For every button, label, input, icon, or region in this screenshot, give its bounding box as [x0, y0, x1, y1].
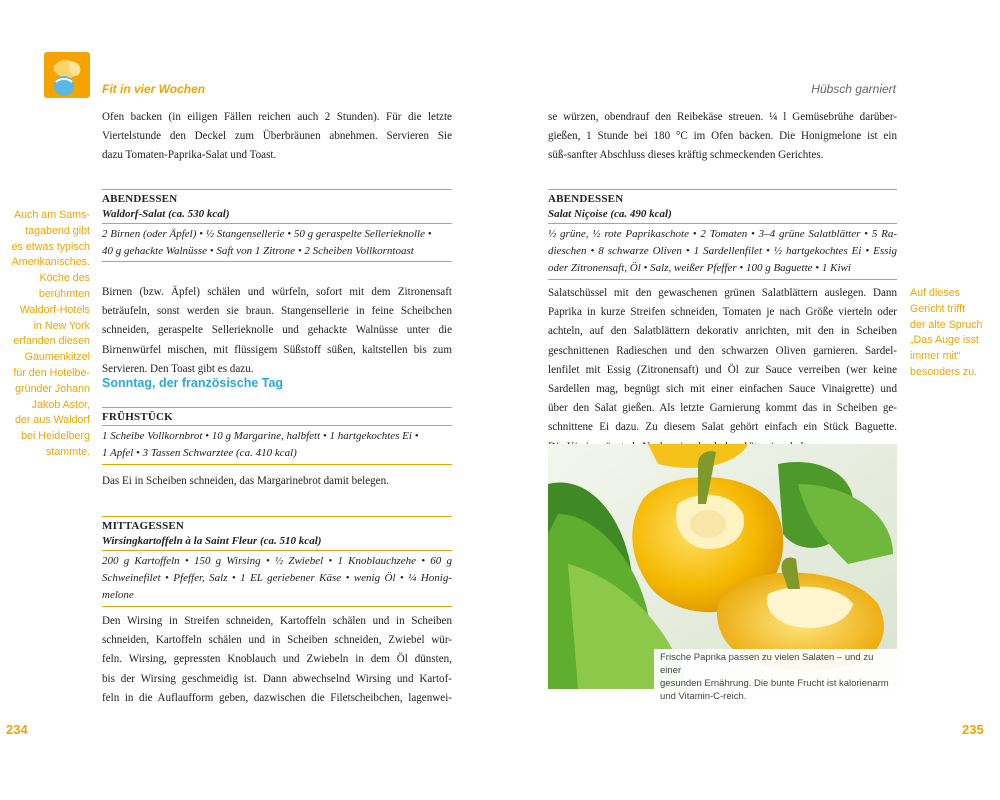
text-line: feln. Wirsing, gepressten Knoblauch und Zwiebeln in dem Öl dünsten, [102, 653, 452, 666]
caption-line: und Vitamin-C-reich. [660, 691, 747, 702]
dinner-instructions-left [102, 283, 452, 379]
text-line: schneiden, Kartoffeln schälen und in Scheiben schneiden, Zwiebel wür- [102, 634, 452, 647]
ingredient-line: oder Zitronensaft, Öl • Salz, weißer Pfeffer • 100 g Baguette • 1 Kiwi [548, 262, 851, 275]
text-line: bis der Wirsing geschmeidig ist. Dann abwechselnd Wirsing und Kartof- [102, 672, 452, 685]
caption-line: Frische Paprika passen zu vielen Salaten – und zu einer [660, 652, 874, 676]
text-line: lenfilet mit Essig (Zitronensaft) und Öl zur Sauce verreiben (wer keine [548, 363, 897, 376]
note-line: tagabend gibt [25, 224, 90, 237]
text-line: Das Ei in Scheiben schneiden, das Margarinebrot damit belegen. [102, 475, 389, 487]
note-line: für den Hotelbe- [13, 366, 90, 379]
text-line: dazu Tomaten-Paprika-Salat und Toast. [102, 149, 277, 162]
note-line: Gaumenkitzel [24, 351, 90, 364]
running-head-right: Hübsch garniert [811, 82, 896, 96]
note-line: Auch am Sams- [13, 209, 90, 221]
text-line: über den Salat gießen. Als letzte Garnierung kommt das in Scheiben ge- [548, 402, 897, 415]
note-line: besonders zu. [910, 365, 978, 378]
text-line: gießen, 1 Stunde bei 180 °C im Ofen backen. Die Honigmelone ist ein [548, 130, 897, 143]
ingredient-line: 1 Apfel • 3 Tassen Schwarztee (ca. 410 kcal) [102, 447, 297, 460]
section-heading: MITTAGESSEN [102, 520, 185, 532]
note-line: der alte Spruch [910, 318, 983, 331]
margin-note-left [6, 208, 90, 461]
ingredient-line: 40 g gehackte Walnüsse • Saft von 1 Zitrone • 2 Scheiben Vollkorntoast [102, 245, 414, 258]
caption-line: gesunden Ernährung. Die bunte Frucht ist kalorienarm [660, 678, 889, 689]
section-heading: ABENDESSEN [102, 193, 178, 205]
text-line: feln in die Auflaufform geben, dazwischen die Filetscheibchen, lagenwei- [102, 691, 452, 704]
note-line: Jakob Astor, [31, 398, 90, 411]
ingredient-list [102, 224, 452, 262]
ingredient-line: melone [102, 589, 134, 602]
ingredient-line: 1 Scheibe Vollkornbrot • 10 g Margarine, halbfett • 1 hartgekochtes Ei • [102, 430, 419, 442]
recipe-title: Wirsingkartoffeln à la Saint Fleur (ca. 510 kcal) [102, 534, 452, 551]
note-line: bei Heidelberg [21, 430, 90, 443]
note-line: immer mit“ [910, 350, 961, 363]
text-line: Sardellen mag, begnügt sich mit einer einfachen Sauce Vinaigrette) und [548, 383, 897, 396]
day-heading: Sonntag, der französische Tag [102, 376, 284, 390]
section-heading: ABENDESSEN [548, 193, 624, 205]
dinner-instructions-right [548, 284, 897, 457]
running-head-left: Fit in vier Wochen [102, 82, 206, 96]
ingredient-line: ½ grüne, ½ rote Paprikaschote • 2 Tomaten • 3–4 grüne Salatblätter • 5 Ra- [548, 228, 897, 240]
ingredient-list [102, 425, 452, 465]
text-line: geschnittenen Radieschen und den schwarzen Oliven garnieren. Sardel- [548, 344, 897, 357]
section-heading: FRÜHSTÜCK [102, 411, 173, 423]
margin-note-right [910, 286, 992, 381]
note-line: stammte. [46, 445, 90, 458]
text-line: achteln, auf den Salatblättern dekorativ anrichten, mit den in Scheiben [548, 325, 897, 338]
note-line: Auf dieses [910, 287, 960, 299]
breakfast-instructions [102, 472, 452, 491]
note-line: „Das Auge isst [910, 334, 979, 347]
text-line: Salatschüssel mit den gewaschenen grünen Salatblättern auslegen. Dann [548, 287, 897, 299]
text-line: süß-sanfter Abschluss dieses kräftig schmeckenden Gerichtes. [548, 149, 824, 162]
lunch-section [102, 516, 452, 607]
ingredient-list [548, 224, 897, 280]
ingredient-line: Schweinefilet • Pfeffer, Salz • 1 EL geriebener Käse • wenig Öl • ¼ Honig- [102, 572, 452, 585]
left-intro-paragraph [102, 108, 452, 166]
right-intro-paragraph [548, 108, 897, 166]
page-number-left: 234 [6, 722, 28, 737]
note-line: erfanden diesen [13, 335, 90, 348]
note-line: Amerikanisches. [11, 256, 90, 269]
note-line: der aus Waldorf [14, 414, 90, 427]
book-logo-icon [44, 52, 90, 98]
text-line: Den Wirsing in Streifen schneiden, Kartoffeln schälen und in Scheiben [102, 615, 452, 627]
text-line: schnittene Ei dazu. Zu diesem Salat gehört einfach ein Stück Baguette. [548, 421, 897, 434]
breakfast-section [102, 407, 452, 465]
lunch-instructions [102, 612, 452, 708]
recipe-title: Waldorf-Salat (ca. 530 kcal) [102, 207, 452, 224]
text-line: se würzen, obendrauf den Reibekäse streuen. ¼ l Gemüsebrühe darüber- [548, 111, 897, 123]
recipe-title: Salat Niçoise (ca. 490 kcal) [548, 207, 897, 224]
ingredient-list [102, 551, 452, 607]
text-line: Birnenwürfel mischen, mit flüssigem Süßstoff süßen, kaltstellen bis zum [102, 343, 452, 356]
ingredient-line: 200 g Kartoffeln • 150 g Wirsing • ½ Zwiebel • 1 Knoblauchzehe • 60 g [102, 555, 452, 567]
note-line: Gericht trifft [910, 302, 966, 315]
ingredient-line: dieschen • 8 schwarze Oliven • 1 Sardellenfilet • ½ hartgekochtes Ei • Essig [548, 245, 897, 258]
text-line: schneiden, geraspelte Sellerieknolle und gehackte Walnüsse unter die [102, 324, 452, 337]
text-line: Ofen backen (in eiligen Fällen reichen auch 2 Stunden). Für die letzte [102, 111, 452, 123]
photo-caption [654, 649, 897, 702]
dinner-section-left [102, 189, 452, 262]
dinner-section-right [548, 189, 897, 280]
note-line: berühmten [38, 287, 90, 300]
text-line: beträufeln, sonst werden sie braun. Stangensellerie in feine Scheibchen [102, 305, 452, 318]
text-line: Paprika in kurze Streifen schneiden, Tomaten je nach Größe vierteln oder [548, 306, 897, 319]
page-number-right: 235 [962, 722, 984, 737]
note-line: Köche des [39, 272, 90, 285]
text-line: Viertelstunde den Deckel zum Überbräunen abnehmen. Servieren Sie [102, 130, 452, 143]
text-line: Servieren. Den Toast gibt es dazu. [102, 362, 254, 375]
note-line: es etwas typisch [11, 240, 90, 253]
ingredient-line: 2 Birnen (oder Äpfel) • ½ Stangensellerie • 50 g geraspelte Sellerieknolle • [102, 228, 432, 240]
note-line: Waldorf-Hotels [19, 303, 90, 316]
note-line: gründer Johann [15, 382, 90, 395]
note-line: in New York [33, 319, 90, 332]
text-line: Birnen (bzw. Äpfel) schälen und würfeln, sofort mit dem Zitronensaft [102, 286, 452, 298]
